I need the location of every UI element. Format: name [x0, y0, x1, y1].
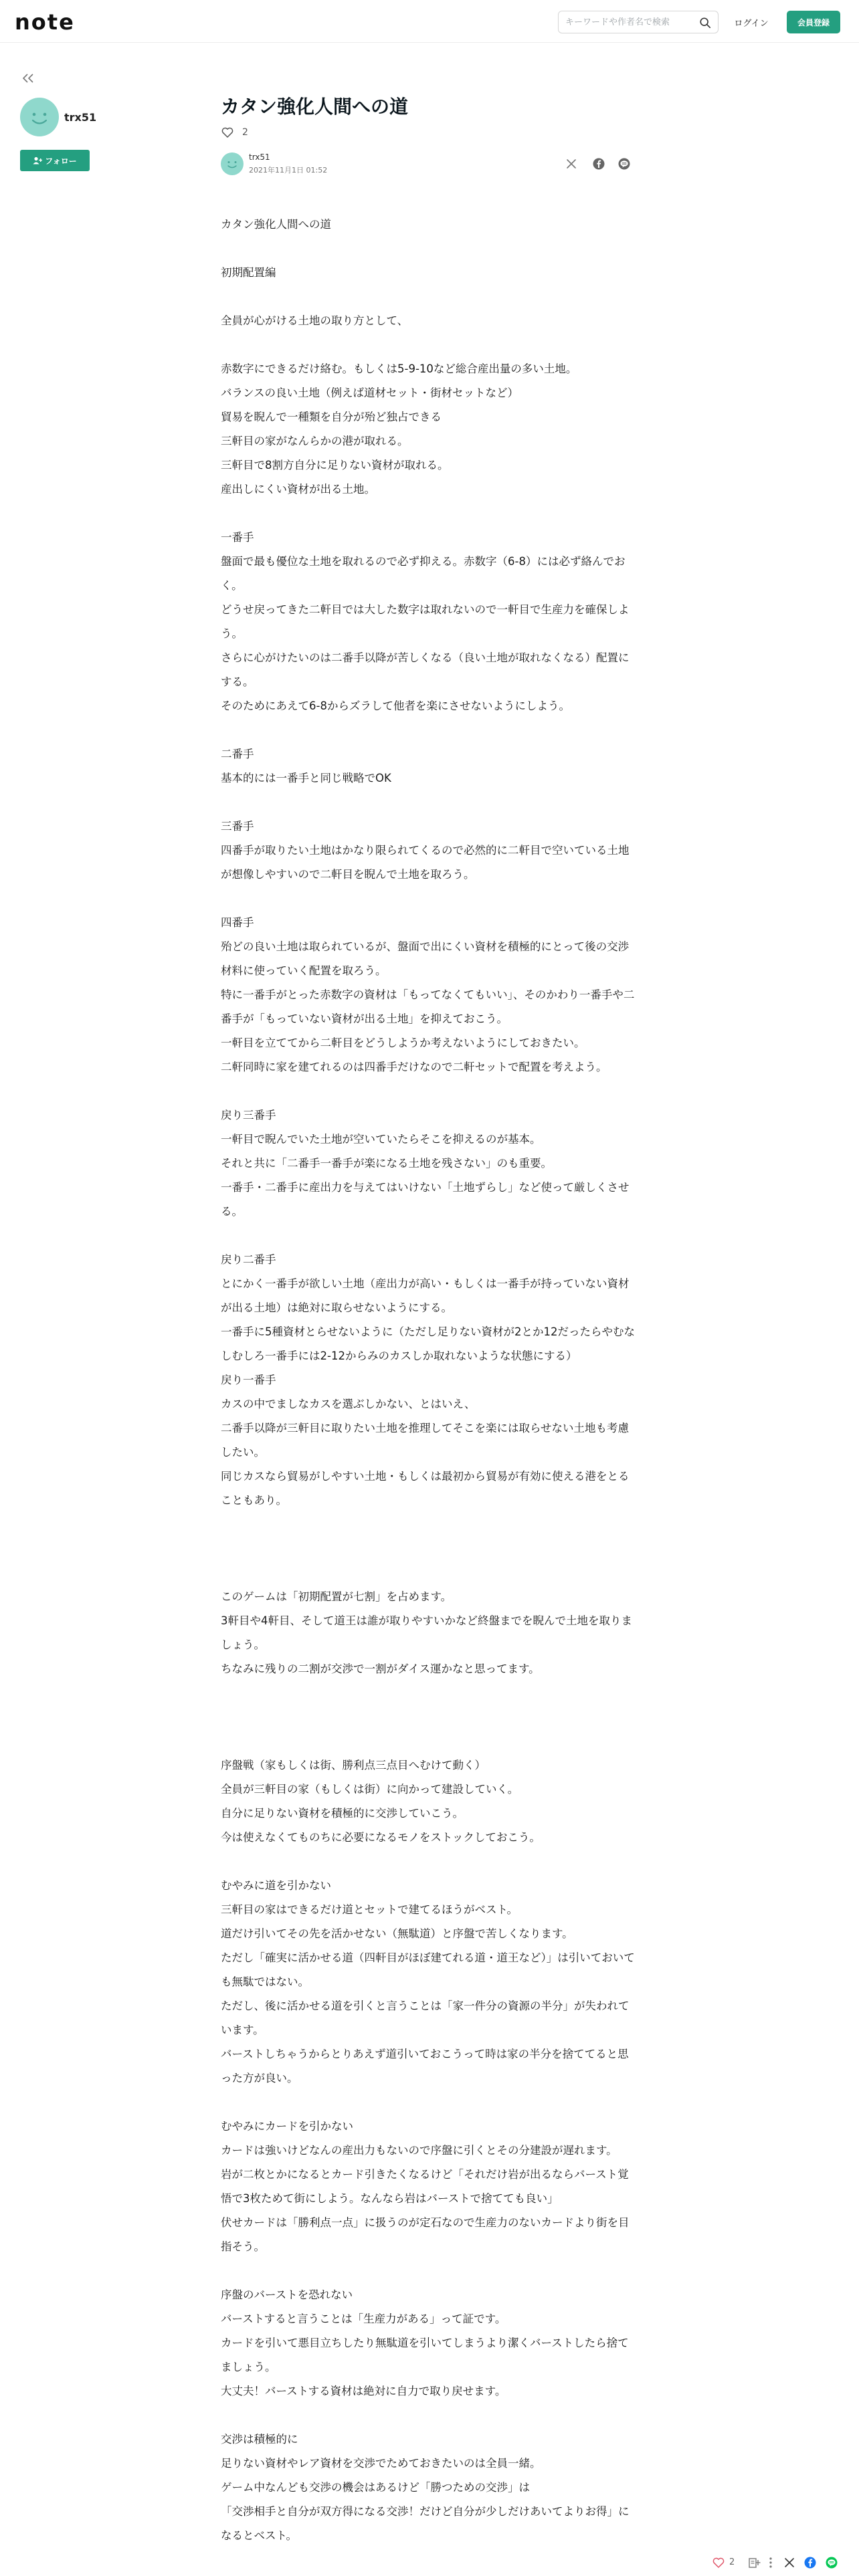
paragraph-spacer — [221, 1224, 636, 1248]
paragraph: 今は使えなくてものちに必要になるモノをストックしておこう。 — [221, 1831, 541, 1844]
line-share-icon[interactable] — [618, 158, 630, 170]
paragraph: 特に一番手がとった赤数字の資材は「もってなくてもいい」、そのかわり一番手や二番手が「もっていない資材が出る土地」を抑えておこう。 — [221, 988, 635, 1025]
paragraph: 一軒目で睨んでいた土地が空いていたらそこを抑えるのが基本。 — [221, 1133, 541, 1146]
like-count[interactable]: 2 — [242, 127, 248, 138]
paragraph-spacer — [221, 1705, 636, 1729]
paragraph: 四番手 — [221, 916, 254, 929]
paragraph: 「交渉相手と自分が双方得になる交渉！だけど自分が少しだけあいてよりお得」になるとベスト。 — [221, 2505, 630, 2542]
paragraph: このゲームは「初期配置が七割」を占めます。 — [221, 1590, 452, 1603]
paragraph: 岩が二枚とかになるとカード引きたくなるけど「それだけ岩が出るならバースト覚悟で3枚ためて街にしよう。なんなら岩はバーストで捨てても良い」 — [221, 2168, 629, 2205]
paragraph: 道だけ引いてその先を活かせない（無駄道）と序盤で苦しくなります。 — [221, 1927, 573, 1940]
paragraph: 一番手 — [221, 531, 254, 544]
login-button[interactable]: ログイン — [727, 11, 776, 33]
paragraph: 基本的には一番手と同じ戦略でOK — [221, 772, 391, 784]
paragraph: カタン強化人間への道 — [221, 218, 331, 231]
paragraph: バランスの良い土地（例えば道材セット・街材セットなど） — [221, 387, 519, 399]
follow-button[interactable] — [20, 150, 90, 171]
paragraph: 産出しにくい資材が出る土地。 — [221, 483, 375, 496]
author-row — [221, 152, 636, 177]
paragraph: 自分に足りない資材を積極的に交渉していこう。 — [221, 1807, 464, 1820]
paragraph-spacer — [221, 1850, 636, 1874]
publish-date: 2021年11月1日 01:52 — [249, 166, 328, 175]
paragraph: 二軒同時に家を建てれるのは四番手だけなので二軒セットで配置を考えよう。 — [221, 1061, 607, 1073]
paragraph: 初期配置編 — [221, 266, 276, 279]
article-title: カタン強化人間への道 — [221, 96, 409, 118]
facebook-share-icon[interactable] — [593, 158, 605, 170]
x-share-icon[interactable] — [566, 158, 577, 169]
x-share-icon[interactable] — [784, 2557, 795, 2568]
paragraph: 赤数字にできるだけ絡む。もしくは5-9-10など総合産出量の多い土地。 — [221, 362, 577, 375]
paragraph: 足りない資材やレア資材を交渉でためておきたいのは全員一緒。 — [221, 2457, 541, 2470]
paragraph: 三軒目の家はできるだけ道とセットで建てるほうがベスト。 — [221, 1903, 518, 1916]
paragraph: 全員が三軒目の家（もしくは街）に向かって建設していく。 — [221, 1783, 519, 1796]
paragraph: むやみにカードを引かない — [221, 2120, 353, 2133]
paragraph: ただし、後に活かせる道を引くと言うことは「家一件分の資源の半分」が失われています。 — [221, 2000, 630, 2036]
double-chevron-left-icon[interactable] — [20, 71, 37, 86]
paragraph-spacer — [221, 237, 636, 261]
paragraph-spacer — [221, 285, 636, 309]
author-avatar[interactable] — [221, 152, 244, 175]
like-count[interactable]: 2 — [729, 2557, 735, 2567]
paragraph: 全員が心がける土地の取り方として、 — [221, 314, 409, 327]
signup-button[interactable]: 会員登録 — [787, 11, 840, 33]
paragraph: 二番手以降が三軒目に取りたい土地を推理してそこを楽には取らせない土地も考慮したい。 — [221, 1422, 630, 1459]
paragraph: 貿易を睨んで一種類を自分が殆ど独占できる — [221, 411, 442, 423]
paragraph: 戻り一番手 — [221, 1374, 276, 1386]
line-share-icon[interactable] — [826, 2557, 838, 2569]
paragraph: 三番手 — [221, 820, 254, 833]
avatar[interactable] — [20, 98, 59, 136]
site-header — [0, 0, 859, 43]
paragraph: ただし「確実に活かせる道（四軒目がほぼ建てれる道・道王など）」は引いておいても無駄ではない。 — [221, 1951, 635, 1988]
paragraph-spacer — [221, 1537, 636, 1561]
paragraph-spacer — [221, 1561, 636, 1585]
paragraph: 伏せカードは「勝利点一点」に扱うのが定石なので生産力のないカードより街を目指そう。 — [221, 2216, 630, 2253]
paragraph: 大丈夫！バーストする資材は絶対に自力で取り戻せます。 — [221, 2385, 506, 2397]
floating-action-bar — [702, 2549, 859, 2576]
paragraph-spacer — [221, 1729, 636, 1753]
follow-label: フォロー — [45, 156, 77, 166]
paragraph: 3軒目や4軒目、そして道王は誰が取りやすいかなど終盤までを睨んで土地を取りましょう。 — [221, 1614, 632, 1651]
paragraph: 一番手・二番手に産出力を与えてはいけない「土地ずらし」など使って厳しくさせる。 — [221, 1181, 630, 1218]
paragraph-spacer — [221, 502, 636, 526]
paragraph-spacer — [221, 333, 636, 357]
paragraph: 戻り三番手 — [221, 1109, 276, 1121]
paragraph: 序盤のバーストを恐れない — [221, 2288, 353, 2301]
paragraph: そのためにあえて6-8からズラして他者を楽にさせないようにしよう。 — [221, 700, 570, 712]
heart-icon[interactable] — [712, 2556, 725, 2569]
paragraph: 交渉は積極的に — [221, 2433, 298, 2446]
paragraph: 同じカスなら貿易がしやすい土地・もしくは最初から貿易が有効に使える港をとることもあり。 — [221, 1470, 630, 1507]
paragraph-spacer — [221, 2403, 636, 2428]
search-box[interactable] — [558, 11, 719, 33]
search-input[interactable] — [565, 15, 692, 29]
add-user-icon — [33, 156, 42, 165]
paragraph: ちなみに残りの二割が交渉で一割がダイス運かなと思ってます。 — [221, 1662, 540, 1675]
facebook-share-icon[interactable] — [804, 2557, 816, 2569]
paragraph: さらに心がけたいのは二番手以降が苦しくなる（良い土地が取れなくなる）配置にする。 — [221, 651, 630, 688]
paragraph: 四番手が取りたい土地はかなり限られてくるので必然的に二軒目で空いている土地が想像しやすいので二軒目を睨んで土地を取ろう。 — [221, 844, 630, 881]
paragraph-spacer — [221, 1681, 636, 1705]
paragraph: バーストしちゃうからとりあえず道引いておこうって時は家の半分を捨ててると思った方が良い。 — [221, 2048, 629, 2084]
paragraph-spacer — [221, 887, 636, 911]
paragraph: どうせ戻ってきた二軒目では大した数字は取れないので一軒目で生産力を確保しよう。 — [221, 603, 630, 640]
paragraph: 二番手 — [221, 748, 254, 760]
paragraph: ゲーム中なんども交渉の機会はあるけど「勝つための交渉」は — [221, 2481, 530, 2494]
sidebar-author-name[interactable]: trx51 — [64, 111, 97, 124]
paragraph: カスの中でましなカスを選ぶしかない、とはいえ、 — [221, 1398, 476, 1410]
paragraph: 序盤戦（家もしくは街、勝利点三点目へむけて動く） — [221, 1759, 486, 1772]
like-area — [221, 126, 248, 139]
paragraph-spacer — [221, 2259, 636, 2283]
paragraph: とにかく一番手が欲しい土地（産出力が高い・もしくは一番手が持っていない資材が出る土地）は絶対に取らせないようにする。 — [221, 1277, 630, 1314]
paragraph-spacer — [221, 1513, 636, 1537]
search-icon[interactable] — [699, 17, 711, 29]
paragraph: カードを引いて悪目立ちしたり無駄道を引いてしまうより潔くバーストしたら捨てましょう。 — [221, 2337, 629, 2373]
paragraph-spacer — [221, 1079, 636, 1103]
paragraph: それと共に「二番手一番手が楽になる土地を残さない」のも重要。 — [221, 1157, 552, 1170]
paragraph: 三軒目の家がなんらかの港が取れる。 — [221, 435, 409, 447]
magazine-add-icon[interactable] — [748, 2556, 761, 2569]
paragraph: 一軒目を立ててから二軒目をどうしようか考えないようにしておきたい。 — [221, 1037, 585, 1049]
article-body — [221, 213, 636, 2548]
author-name[interactable]: trx51 — [249, 152, 270, 162]
paragraph: 殆どの良い土地は取られているが、盤面で出にくい資材を積極的にとって後の交渉材料に使っていく配置を取ろう。 — [221, 940, 630, 977]
paragraph-spacer — [221, 718, 636, 742]
paragraph: カードは強いけどなんの産出力もないので序盤に引くとその分建設が遅れます。 — [221, 2144, 617, 2157]
paragraph-spacer — [221, 2090, 636, 2115]
paragraph: 三軒目で8割方自分に足りない資材が取れる。 — [221, 459, 449, 471]
paragraph: むやみに道を引かない — [221, 1879, 331, 1892]
paragraph: 戻り二番手 — [221, 1253, 276, 1266]
paragraph-spacer — [221, 790, 636, 815]
paragraph: 一番手に5種資材とらせないように（ただし足りない資材が2とか12だったらやむなしむしろ一番手には2-12からみのカスしか取れないような状態にする） — [221, 1325, 635, 1362]
paragraph: バーストすると言うことは「生産力がある」って証です。 — [221, 2313, 506, 2325]
more-options-icon[interactable] — [765, 2556, 776, 2569]
paragraph: 盤面で最も優位な土地を取れるので必ず抑える。赤数字（6-8）には必ず絡んでおく。 — [221, 555, 626, 592]
heart-icon[interactable] — [221, 126, 234, 139]
note-logo[interactable]: note — [15, 9, 75, 35]
